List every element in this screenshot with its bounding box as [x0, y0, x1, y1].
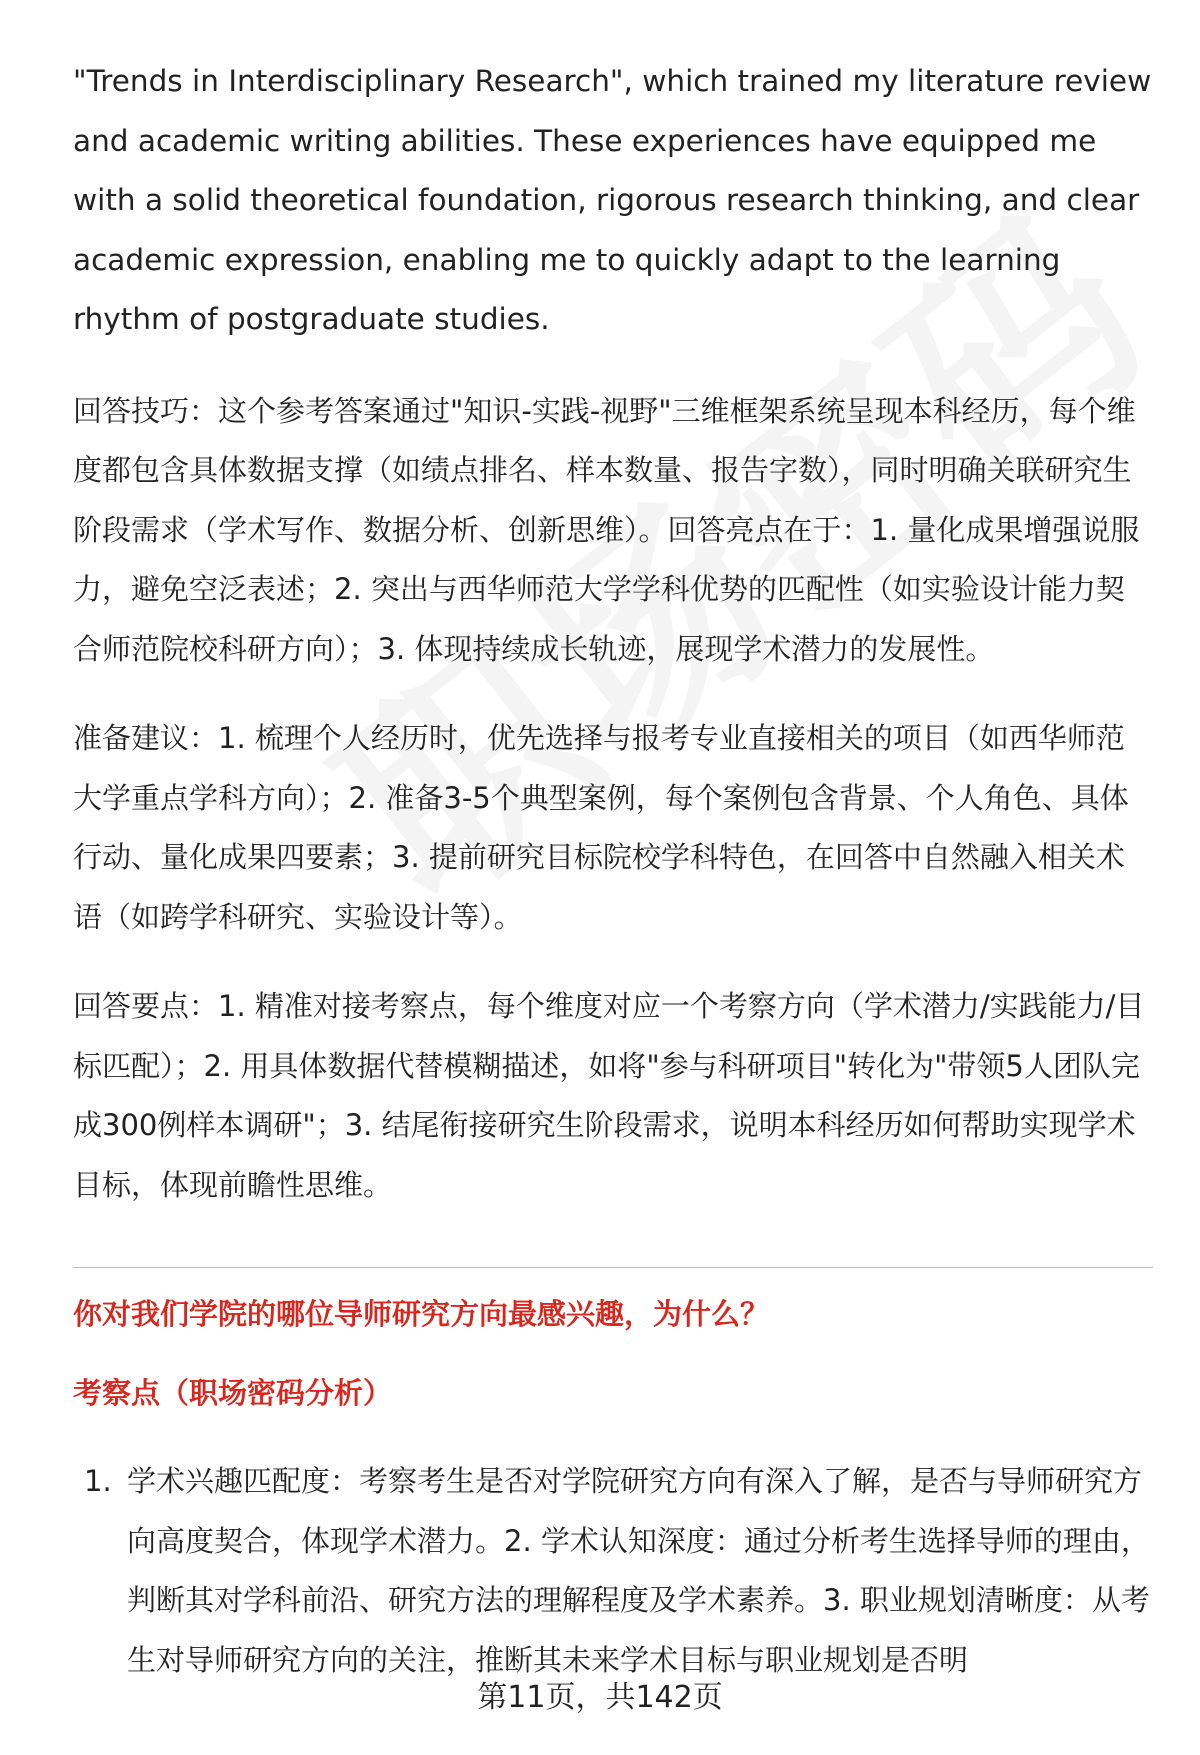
page-footer: 第11页，共142页 — [477, 1680, 723, 1715]
assessment-list — [73, 1452, 1153, 1690]
intro-paragraph: "Trends in Interdisciplinary Research", which trained my literature review and academic writing abilities. These experiences have equipped me with a solid theoretical foundation, rigorous research thinking, and clear academic expression, enabling me to quickly adapt to the learning rhythm of postgraduate studies. — [73, 64, 1152, 336]
document-page — [73, 52, 1153, 1690]
prep-advice-paragraph: 准备建议：1. 梳理个人经历时，优先选择与报考专业直接相关的项目（如西华师范大学重点学科方向）；2. 准备3-5个典型案例，每个案例包含背景、个人角色、具体行动、量化成果四要素；3. 提前研究目标院校学科特色，在回答中自然融入相关术语（如跨学科研究、实验设计等）。 — [73, 721, 1129, 934]
list-item-number: 1. — [84, 1464, 112, 1498]
question-title: 你对我们学院的哪位导师研究方向最感兴趣，为什么？ — [73, 1297, 770, 1331]
key-points-paragraph: 回答要点：1. 精准对接考察点，每个维度对应一个考察方向（学术潜力/实践能力/目标匹配）；2. 用具体数据代替模糊描述，如将"参与科研项目"转化为"带领5人团队完成300例样本调研"；3. 结尾衔接研究生阶段需求，说明本科经历如何帮助实现学术目标，体现前瞻性思维。 — [73, 989, 1145, 1202]
section-divider — [73, 1267, 1153, 1268]
answer-tips-paragraph: 回答技巧：这个参考答案通过"知识-实践-视野"三维框架系统呈现本科经历，每个维度都包含具体数据支撑（如绩点排名、样本数量、报告字数），同时明确关联研究生阶段需求（学术写作、数据分析、创新思维）。回答亮点在于：1. 量化成果增强说服力，避免空泛表述；2. 突出与西华师范大学学科优势的匹配性（如实验设计能力契合师范院校科研方向）；3. 体现持续成长轨迹，展现学术潜力的发展性。 — [73, 393, 1140, 666]
list-item-text: 学术兴趣匹配度：考察考生是否对学院研究方向有深入了解，是否与导师研究方向高度契合，体现学术潜力。2. 学术认知深度：通过分析考生选择导师的理由，判断其对学科前沿、研究方法的理解程度及学术素养。3. 职业规划清晰度：从考生对导师研究方向的关注，推断其未来学术目标与职业规划是否明 — [127, 1464, 1150, 1677]
question-subtitle: 考察点（职场密码分析） — [73, 1376, 393, 1410]
list-item — [73, 1452, 1153, 1690]
